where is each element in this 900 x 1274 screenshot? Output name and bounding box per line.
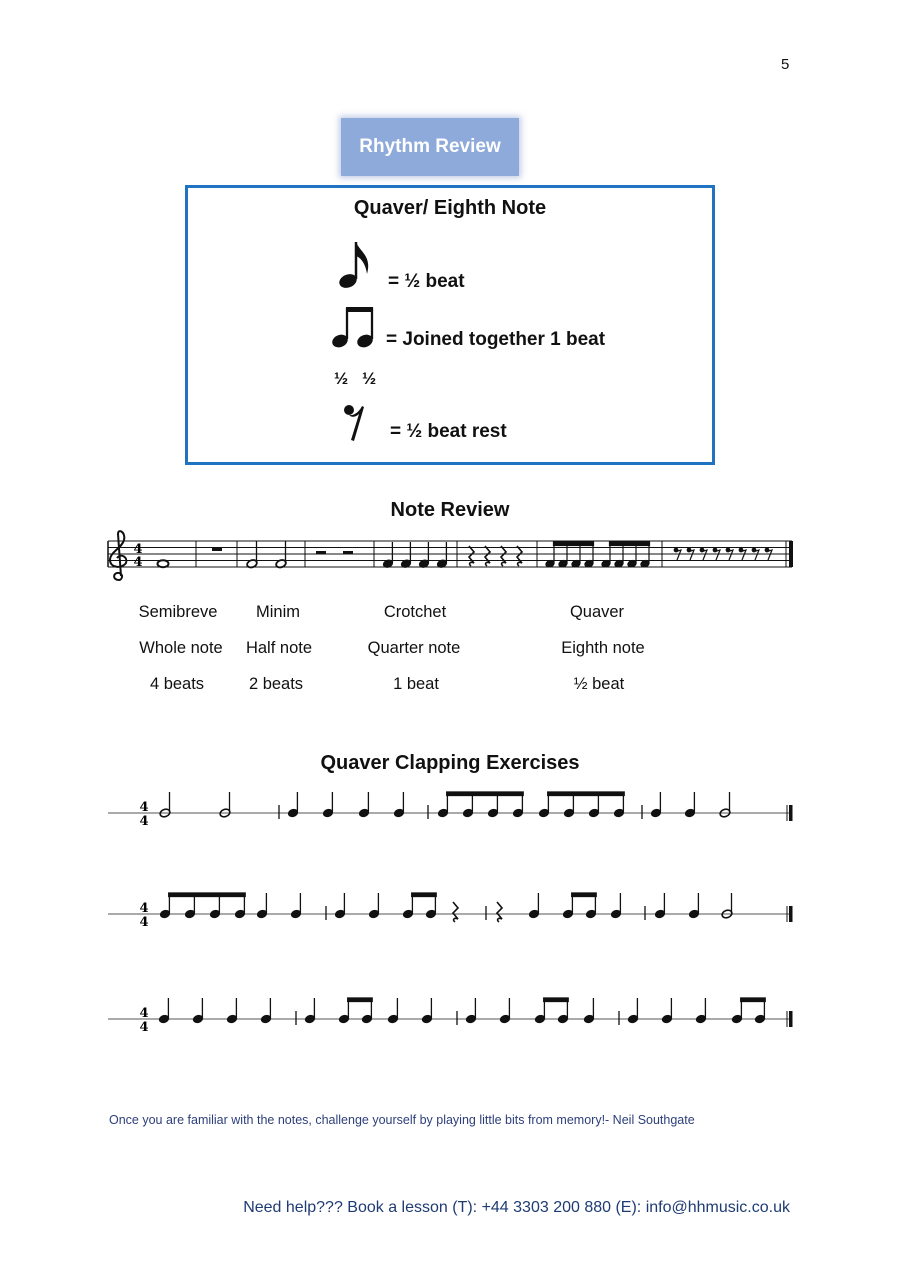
label-2-beats: 2 beats <box>248 675 304 693</box>
half-label-a: ½ <box>334 369 349 388</box>
clapping-line-2 <box>0 890 900 930</box>
line1-time-bottom: 4 <box>139 814 149 829</box>
label-half-beat: ½ beat <box>573 675 625 693</box>
eighth-note-value: = ½ beat <box>388 271 465 292</box>
eighth-note-icon <box>336 238 376 292</box>
label-4-beats: 4 beats <box>149 675 205 693</box>
line2-time-top: 4 <box>139 901 149 916</box>
label-half-note: Half note <box>245 639 313 657</box>
clapping-line-3 <box>0 995 900 1035</box>
clapping-title: Quaver Clapping Exercises <box>320 752 580 774</box>
time-sig-bottom: 4 <box>133 555 143 570</box>
quaver-box-title: Quaver/ Eighth Note <box>353 197 547 219</box>
note-review-title: Note Review <box>390 499 510 521</box>
time-sig-top: 4 <box>133 542 143 557</box>
label-quarter-note: Quarter note <box>367 639 461 657</box>
clapping-line-1 <box>0 790 900 830</box>
note-review-staff <box>0 530 900 590</box>
label-crotchet: Crotchet <box>383 603 447 621</box>
line3-time-bottom: 4 <box>139 1020 149 1035</box>
rhythm-review-banner: Rhythm Review <box>341 118 519 176</box>
label-semibreve: Semibreve <box>138 603 218 621</box>
line1-time-top: 4 <box>139 800 149 815</box>
label-whole-note: Whole note <box>139 639 223 657</box>
line2-time-bottom: 4 <box>139 915 149 930</box>
help-contact-line: Need help??? Book a lesson (T): +44 3303 200 880 (E): info@hhmusic.co.uk <box>243 1199 790 1216</box>
label-1-beat: 1 beat <box>393 675 439 693</box>
line3-time-top: 4 <box>139 1006 149 1021</box>
memory-quote: Once you are familiar with the notes, challenge yourself by playing little bits from memory!- Neil Southgate <box>109 1113 695 1127</box>
joined-quavers-value: = Joined together 1 beat <box>386 329 606 350</box>
label-quaver: Quaver <box>569 603 625 621</box>
eighth-rest-icon <box>340 402 370 444</box>
treble-clef-icon <box>110 531 126 580</box>
half-label-b: ½ <box>362 369 377 388</box>
label-minim: Minim <box>256 603 300 621</box>
label-eighth-note: Eighth note <box>561 639 645 657</box>
beamed-eighth-notes-icon <box>330 305 378 351</box>
eighth-rest-value: = ½ beat rest <box>390 421 507 442</box>
page-number: 5 <box>781 56 790 73</box>
